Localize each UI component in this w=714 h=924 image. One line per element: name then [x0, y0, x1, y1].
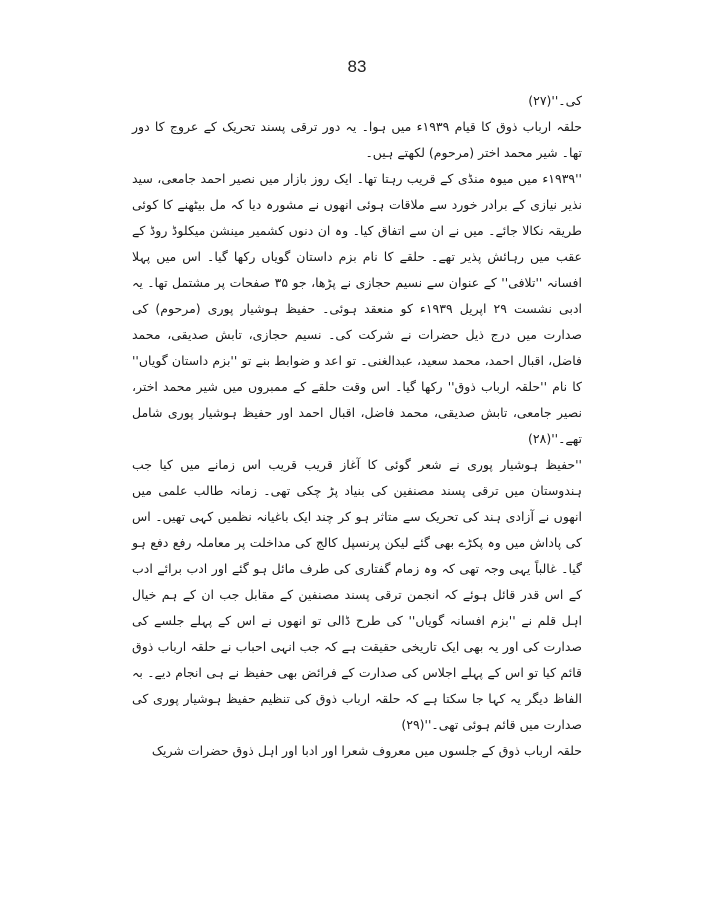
paragraph-halqa-meetings: حلقہ ارباب ذوق کے جلسوں میں معروف شعرا اور ادبا اور اہل ذوق حضرات شریک: [151, 743, 582, 758]
page-number: 83: [347, 57, 367, 76]
body-text: [132, 88, 582, 764]
paragraph-halqa-founding: حلقہ ارباب ذوق کا قیام ۱۹۳۹ء میں ہوا۔ یہ دور ترقی پسند تحریک کے عروج کا دور تھا۔ شیر محمد اختر (مرحوم) لکھتے ہیں۔: [132, 119, 582, 160]
paragraph-citation-27: کی۔''(۲۷): [528, 93, 582, 108]
paragraph-quote-hafeez-hoshiarpuri: ''حفیظ ہوشیار پوری نے شعر گوئی کا آغاز قریب قریب اس زمانے میں کیا جب ہندوستان میں ترقی پسند مصنفین کی بنیاد پڑ چکی تھی۔ زمانہ طالب علمی میں انھوں نے آزادی ہند کی تحریک سے متاثر ہو کر چند ایک باغیانہ نظمیں کہی تھیں۔ اس کی پاداش میں وہ پکڑے بھی گئے لیکن پرنسپل کالج کی مداخلت پر معاملہ رفع دفع ہو گیا۔ غالباً یہی وجہ تھی کہ وہ زمام گفتاری کی طرف مائل ہو گئے اور ادب برائے ادب کے اس قدر قائل ہوئے کہ انجمن ترقی پسند مصنفین کے مقابل جب ان کے ہم خیال اہل قلم نے ''بزم افسانہ گویاں'' کی طرح ڈالی تو انھوں نے اس کے پہلے جلسے کی صدارت کی اور یہ بھی ایک تاریخی حقیقت ہے کہ جب انہی احباب نے حلقہ ارباب ذوق قائم کیا تو اس کے پہلے اجلاس کی صدارت کے فرائض بھی حفیظ نے ہی انجام دیے۔ بہ الفاظ دیگر یہ کہا جا سکتا ہے کہ حلقہ ارباب ذوق کی تنظیم حفیظ ہوشیار پوری کی صدارت میں قائم ہوئی تھی۔''(۲۹): [132, 457, 582, 732]
paragraph-quote-sher-muhammad-akhtar: ''۱۹۳۹ء میں میوہ منڈی کے قریب رہتا تھا۔ ایک روز بازار میں نصیر احمد جامعی، سید نذیر نیازی کے برادر خورد سے ملاقات ہوئی انھوں نے مشورہ دیا کہ مل بیٹھنے کا کوئی طریقہ نکالا جائے۔ میں نے ان سے اتفاق کیا۔ وہ ان دنوں کشمیر مینشن میکلوڈ روڈ کے عقب میں رہائش پذیر تھے۔ حلقے کا نام بزم داستان گویاں رکھا گیا۔ اس میں پہلا افسانہ ''تلافی'' کے عنوان سے نسیم حجازی نے پڑھا، جو ۳۵ صفحات پر مشتمل تھا۔ یہ ادبی نشست ۲۹ اپریل ۱۹۳۹ء کو منعقد ہوئی۔ حفیظ ہوشیار پوری (مرحوم) کی صدارت میں درج ذیل حضرات نے شرکت کی۔ نسیم حجازی، تابش صدیقی، محمد فاضل، اقبال احمد، محمد سعید، عبدالغنی۔ تو اعد و ضوابط بنے تو ''بزم داستان گویاں'' کا نام ''حلقہ ارباب ذوق'' رکھا گیا۔ اس وقت حلقے کے ممبروں میں شیر محمد اختر، نصیر جامعی، تابش صدیقی، محمد فاضل، اقبال احمد اور حفیظ ہوشیار پوری شامل تھے۔''(۲۸): [132, 171, 582, 446]
